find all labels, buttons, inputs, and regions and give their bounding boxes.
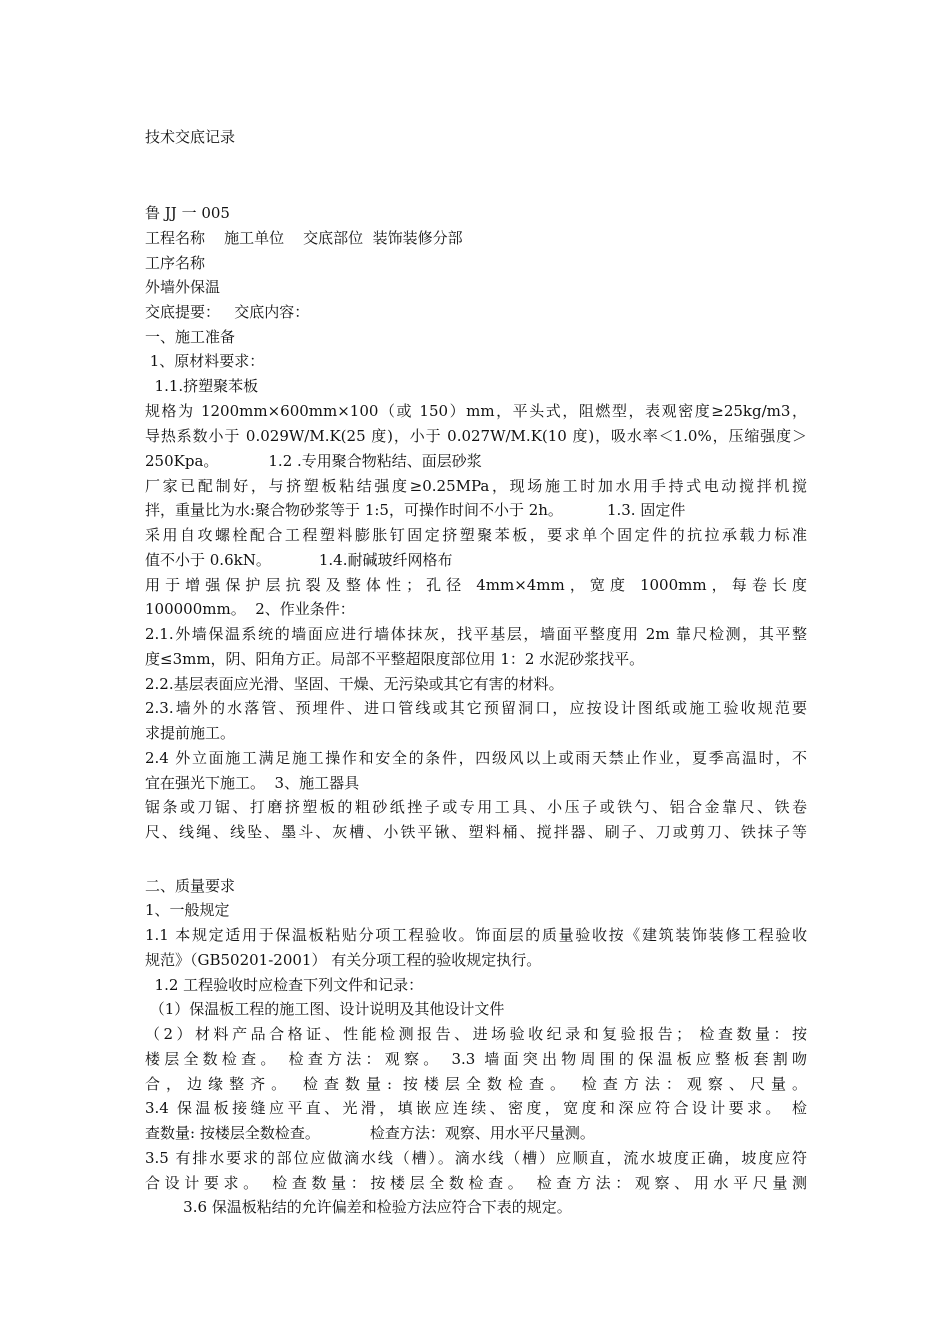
general-rules-title: 1、一般规定	[145, 901, 230, 919]
paragraph-line: 100000mm。 2、作业条件：	[145, 600, 355, 618]
text-segment: 拌，重量比为水:聚合物砂浆等于 1:5，可操作时间不小于 2h。	[145, 501, 563, 519]
text-segment: 楼层全数检查。	[145, 1050, 280, 1068]
paragraph-line: 2.2.基层表面应光滑、坚固、干燥、无污染或其它有害的材料。	[145, 675, 564, 693]
paragraph-line: 3.6 保温板粘结的允许偏差和检验方法应符合下表的规定。	[145, 1198, 572, 1216]
paragraph-line: 2.4 外立面施工满足施工操作和安全的条件，四级风以上或雨天禁止作业，夏季高温时，不	[145, 749, 807, 767]
text-segment: 3.4 保温板接缝应平直、光滑，填嵌应连续、密度，宽度和深应符合设计要求。	[145, 1099, 784, 1117]
text-segment: 查数量: 按楼层全数检查。	[145, 1124, 320, 1142]
form-code: 鲁 JJ 一 005	[145, 204, 230, 222]
text-segment: （2）材料产品合格证、性能检测报告、进场验收纪录和复验报告；	[145, 1025, 692, 1043]
text-segment: 合，边缘整齐。	[145, 1075, 293, 1093]
summary-line: 交底提要： 交底内容：	[145, 303, 310, 321]
section2-title: 二、质量要求	[145, 877, 236, 895]
paragraph-line	[145, 500, 685, 520]
paragraph-line: 求提前施工。	[145, 724, 236, 742]
text-segment: 检查数量：按楼层全数检查。	[272, 1174, 528, 1192]
paragraph-line	[145, 1049, 807, 1069]
subsection-title: 1.2 .专用聚合物粘结、面层砂浆	[268, 452, 482, 470]
paragraph-line	[145, 451, 482, 471]
paragraph-line: 厂家已配制好，与挤塑板粘结强度≥0.25MPa，现场施工时加水用手持式电动搅拌机搅	[145, 477, 807, 495]
section1-title: 一、施工准备	[145, 328, 236, 346]
paragraph-line: 1.1 本规定适用于保温板粘贴分项工程验收。饰面层的质量验收按《建筑装饰装修工程验收	[145, 926, 807, 944]
text-segment: 检查数量：按	[699, 1025, 807, 1043]
raw-material-title: 1、原材料要求：	[145, 352, 265, 370]
paragraph-line: 度≤3mm，阴、阳角方正。局部不平整超限度部位用 1：2 水泥砂浆找平。	[145, 650, 645, 668]
text-segment: 检查数量: 按楼层全数检查。	[302, 1075, 571, 1093]
doc-title: 技术交底记录	[145, 128, 236, 146]
paragraph-line: 尺、线绳、线坠、墨斗、灰槽、小铁平锹、塑料桶、搅拌器、刷子、刀或剪刀、铁抹子等	[145, 823, 807, 841]
paragraph-line: 3.5 有排水要求的部位应做滴水线（槽）。滴水线（槽）应顺直，流水坡度正确，坡度应符	[145, 1149, 807, 1167]
paragraph-line	[145, 1098, 807, 1118]
text-segment: 值不小于 0.6kN。	[145, 551, 271, 569]
subsection-title: 1.4.耐碱玻纤网格布	[318, 551, 453, 569]
paragraph-line	[145, 550, 452, 570]
paragraph-line	[145, 1074, 807, 1094]
paragraph-line: 用于增强保护层抗裂及整体性；孔径 4mm×4mm，宽度 1000mm，每卷长度	[145, 576, 807, 594]
paragraph-line	[145, 1173, 807, 1193]
text-segment: 检查方法：观察。	[288, 1050, 443, 1068]
text-segment: 检	[791, 1099, 807, 1117]
paragraph-line: 锯条或刀锯、打磨挤塑板的粗砂纸挫子或专用工具、小压子或铁勺、铝合金靠尺、铁卷	[145, 798, 807, 816]
subsection-title: 1.3. 固定件	[606, 501, 686, 519]
paragraph-line: （1）保温板工程的施工图、设计说明及其他设计文件	[145, 1000, 505, 1018]
text-segment: 检查方法：观察、用水平尺量测	[536, 1174, 807, 1192]
process-value: 外墙外保温	[145, 278, 221, 296]
paragraph-line	[145, 1123, 595, 1143]
paragraph-line: 2.1.外墙保温系统的墙面应进行墙体抹灰，找平基层，墙面平整度用 2m 靠尺检测，其平整	[145, 625, 807, 643]
process-label: 工序名称	[145, 254, 206, 272]
text-segment: 3.3 墙面突出物周围的保温板应整板套割吻	[451, 1050, 807, 1068]
text-segment: 合设计要求。	[145, 1174, 263, 1192]
header-fields-line: 工程名称 施工单位 交底部位 装饰装修分部	[145, 229, 463, 247]
paragraph-line: 1.2 工程验收时应检查下列文件和记录：	[145, 976, 424, 994]
paragraph-line: 宜在强光下施工。 3、施工器具	[145, 774, 360, 792]
text-segment: 检查方法：观察、尺量。	[581, 1075, 807, 1093]
text-segment: 检查方法：观察、用水平尺量测。	[369, 1124, 595, 1142]
paragraph-line: 导热系数小于 0.029W/M.K(25 度)，小于 0.027W/M.K(10 度)，吸水率＜1.0%，压缩强度＞	[145, 427, 807, 445]
paragraph-line	[145, 1024, 807, 1044]
paragraph-line: 规格为 1200mm×600mm×100（或 150）mm，平头式，阻燃型，表观密度≥25kg/m3，	[145, 402, 807, 420]
paragraph-line: 规范》（GB50201-2001） 有关分项工程的验收规定执行。	[145, 951, 542, 969]
paragraph-line: 采用自攻螺栓配合工程塑料膨胀钉固定挤塑聚苯板，要求单个固定件的抗拉承载力标准	[145, 526, 807, 544]
xps-board-title: 1.1.挤塑聚苯板	[145, 377, 259, 395]
text-segment: 250Kpa。	[145, 452, 219, 470]
paragraph-line: 2.3.墙外的水落管、预埋件、进口管线或其它预留洞口，应按设计图纸或施工验收规范要	[145, 699, 807, 717]
